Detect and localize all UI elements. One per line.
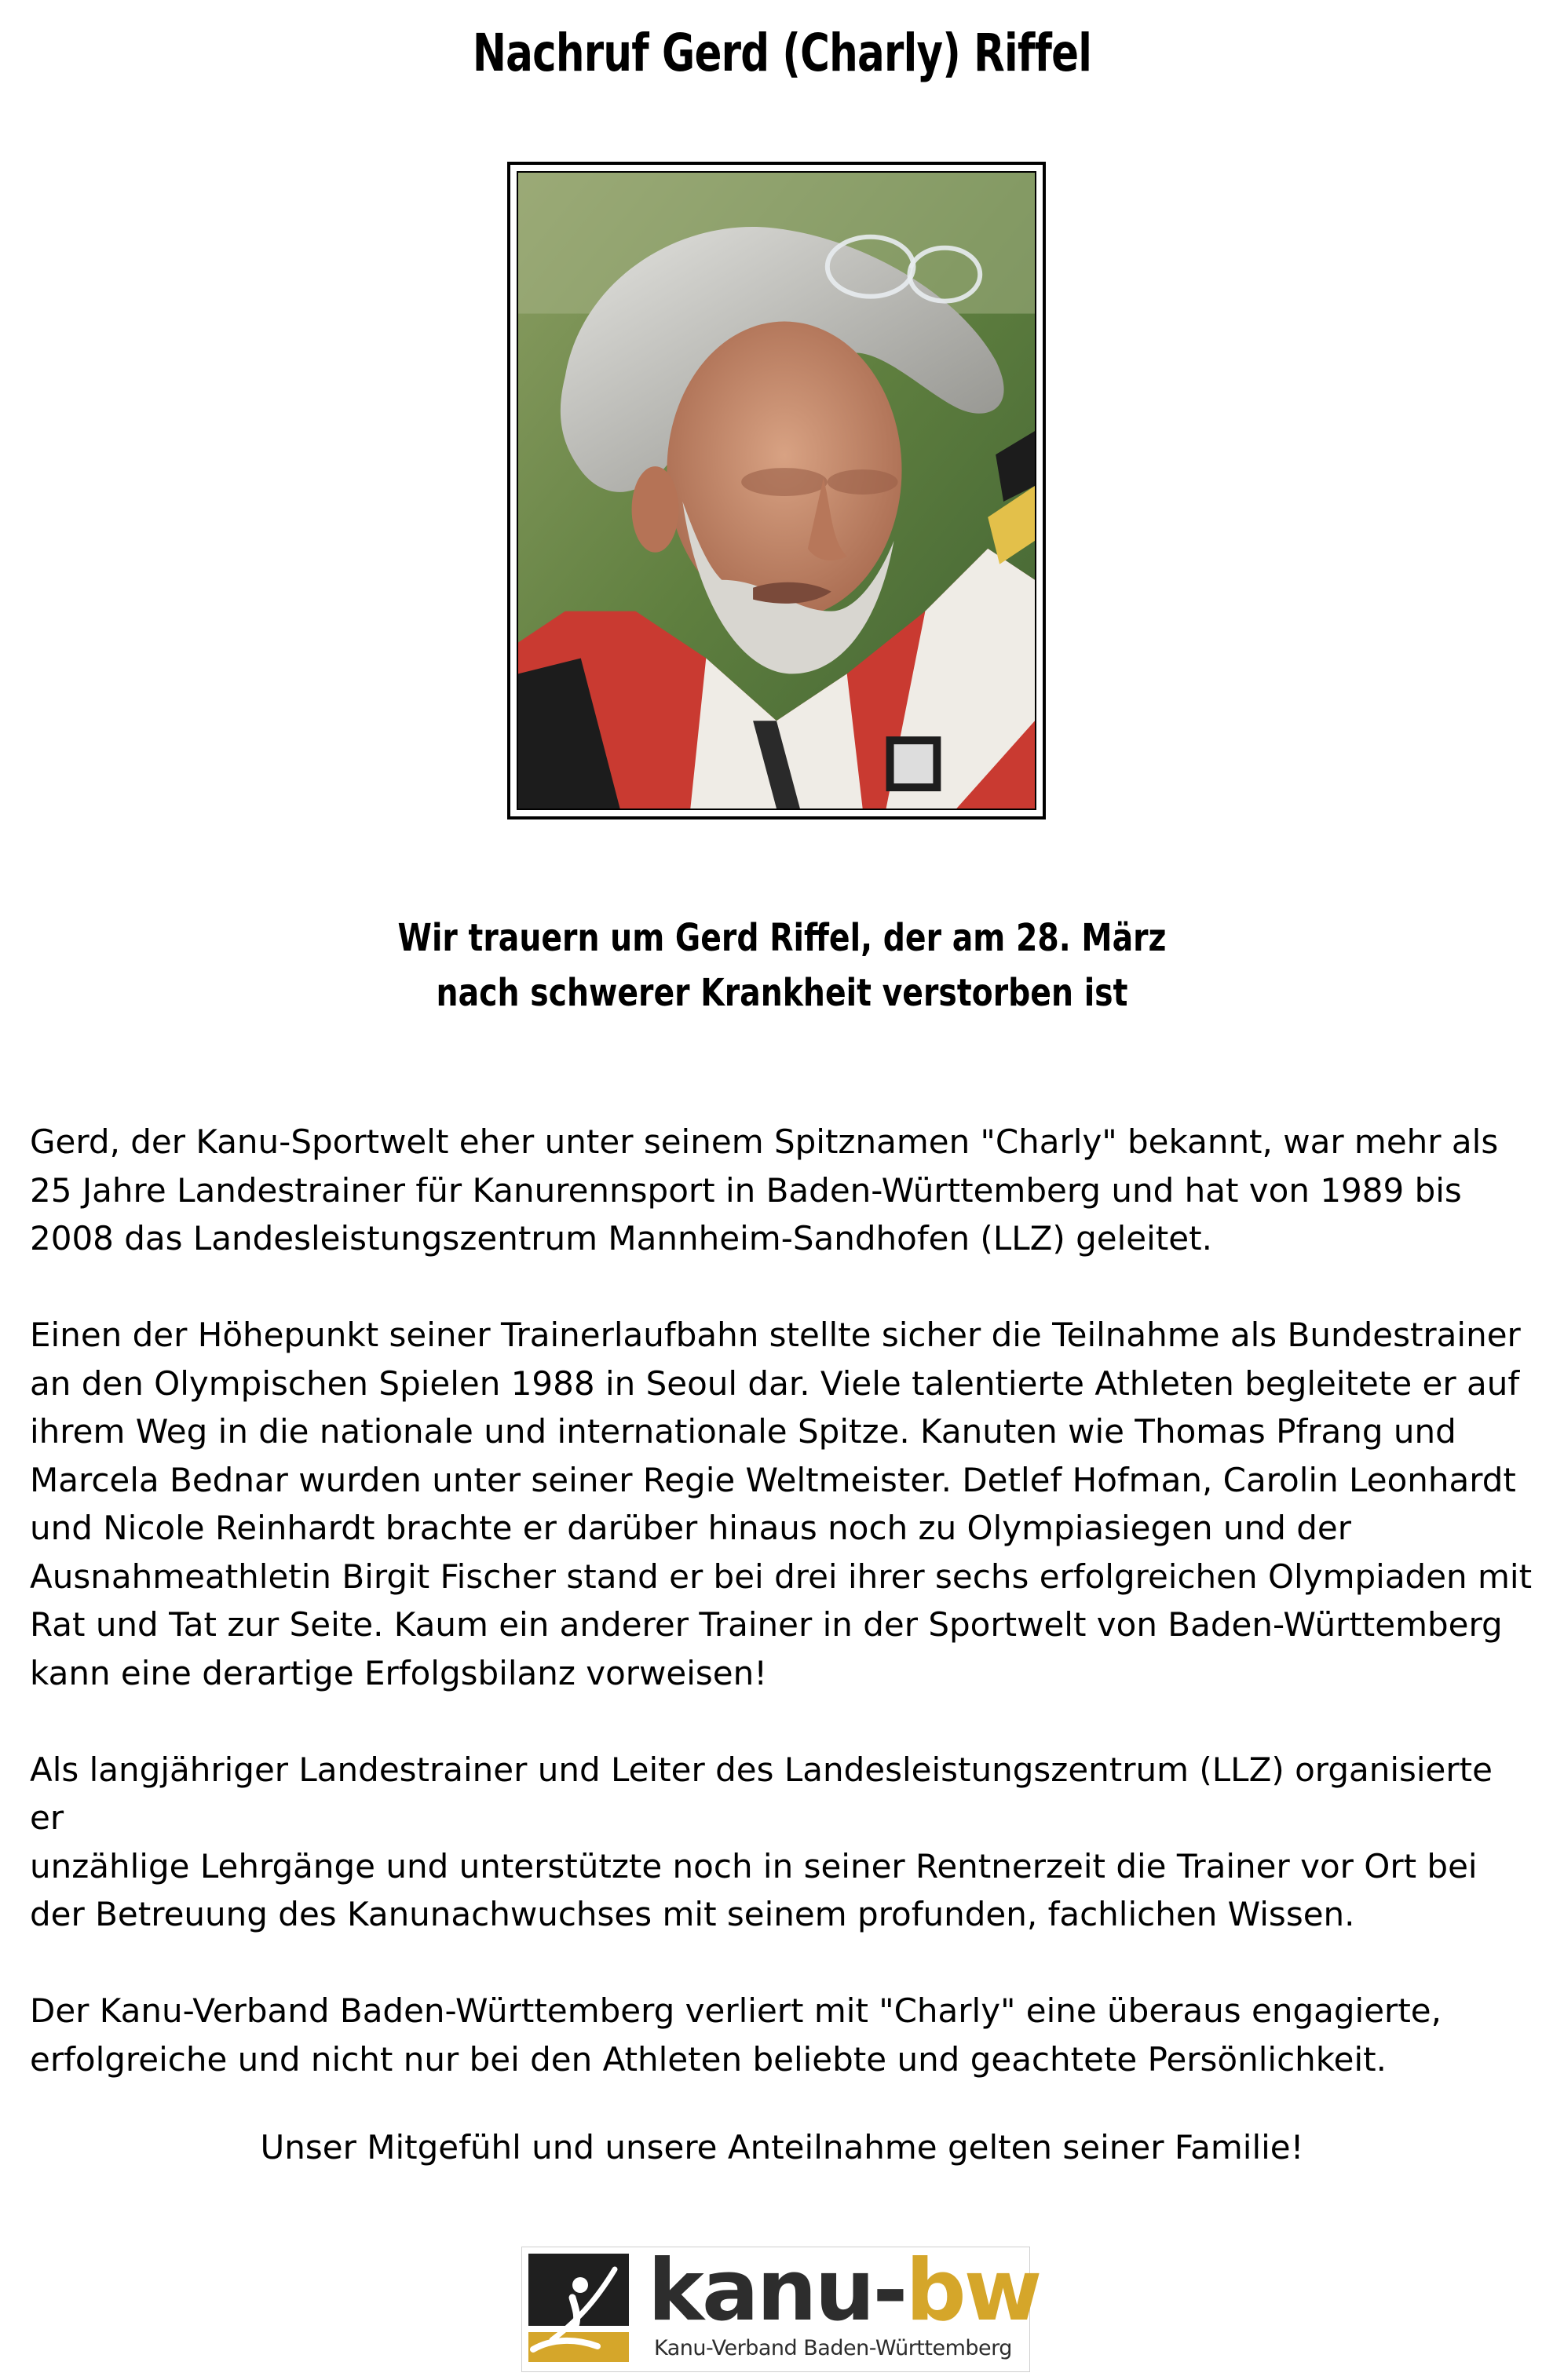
kanu-bw-logo	[521, 2242, 1040, 2372]
paragraph-career: Gerd, der Kanu-Sportwelt eher unter seinem Spitznamen "Charly" bekannt, war mehr als 25 Jahre Landestrainer für Kanurennsport in Baden-Württemberg und hat von 1989 bis 2008 das Landesleistungszentrum Mannheim-Sandhofen (LLZ) geleitet.	[30, 1122, 1499, 1258]
portrait-photo	[517, 171, 1036, 810]
mourning-subtitle	[141, 911, 1423, 1020]
page-title: Nachruf Gerd (Charly) Riffel	[472, 23, 1092, 83]
paddler-icon	[528, 2254, 629, 2362]
logo-wordmark	[648, 2244, 1040, 2338]
subtitle-line-1: Wir trauern um Gerd Riffel, der am 28. März	[397, 916, 1167, 960]
portrait-photo-frame	[507, 162, 1046, 819]
paragraph-achievements: Einen der Höhepunkt seiner Trainerlaufbahn stellte sicher die Teilnahme als Bundestrainer an den Olympischen Spielen 1988 in Seoul dar. Viele talentierte Athleten begleitete er auf ihrem Weg in die nationale und internationale Spitze. Kanuten wie Thomas Pfrang und Marcela Bednar wurden unter seiner Regie Weltmeister. Detlef Hofman, Carolin Leonhardt und Nicole Reinhardt brachte er darüber hinaus noch zu Olympiasiegen und der Ausnahmeathletin Birgit Fischer stand er bei drei ihrer sechs erfolgreichen Olympiaden mit Rat und Tat zur Seite. Kaum ein anderer Trainer in der Sportwelt von Baden-Württemberg kann eine derartige Erfolgsbilanz vorweisen!	[30, 1316, 1533, 1692]
paragraph-support: Als langjähriger Landestrainer und Leiter des Landesleistungszentrum (LLZ) organisierte er unzählige Lehrgänge und unterstützte noch in seiner Rentnerzeit die Trainer vor Ort bei der Betreuung des Kanunachwuchses mit seinem profunden, fachlichen Wissen.	[30, 1750, 1493, 1933]
logo-word-kanu: kanu-	[648, 2242, 906, 2340]
condolence-line: Unser Mitgefühl und unsere Anteilnahme gelten seiner Familie!	[260, 2128, 1304, 2166]
subtitle-line-2: nach schwerer Krankheit verstorben ist	[436, 971, 1128, 1015]
paragraph-loss: Der Kanu-Verband Baden-Württemberg verliert mit "Charly" eine überaus engagierte, erfolgreiche und nicht nur bei den Athleten beliebte und geachtete Persönlichkeit.	[30, 1991, 1442, 2079]
obituary-body	[30, 1118, 1534, 2132]
portrait-image	[518, 173, 1035, 809]
logo-word-bw: bw	[905, 2242, 1040, 2340]
logo-subtitle: Kanu-Verband Baden-Württemberg	[654, 2336, 1012, 2360]
